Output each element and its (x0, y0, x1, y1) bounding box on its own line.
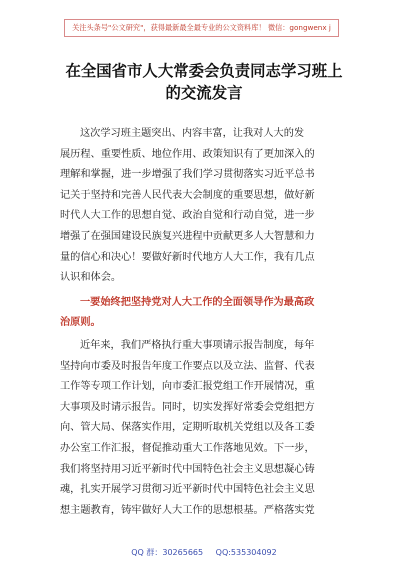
paragraph-intro (60, 124, 360, 289)
text-line: 想主题教育，铸牢做好人大工作的思想根基。严格落实党 (60, 504, 315, 516)
section-heading (60, 293, 360, 334)
text-line: 坚持向市委及时报告年度工作要点以及立法、监督、代表 (60, 360, 315, 372)
text-line: 魂，扎实开展学习贯彻习近平新时代中国特色社会主义思 (60, 484, 315, 496)
document-body (60, 124, 360, 521)
text-line: 大事项及时请示报告。同时，切实发挥好常委会党组把方 (60, 401, 315, 413)
text-line: 向、管大局、保落实作用，定期听取机关党组以及各工委 (60, 422, 315, 434)
text-line: 展历程、重要性质、地位作用、政策知识有了更加深入的 (60, 148, 315, 160)
text-line: 办公室工作汇报，督促推动重大工作落地见效。下一步， (60, 442, 315, 454)
paragraph-body (60, 336, 360, 521)
title-line: 在全国省市人大常委会负责同志学习班上 (65, 62, 343, 80)
text-line: 近年来，我们严格执行重大事项请示报告制度，每年 (80, 339, 315, 351)
footer-contact (0, 546, 408, 560)
text-line: 增强了在强国建设民族复兴进程中贡献更多人大智慧和力 (60, 230, 315, 242)
text-line: 工作等专项工作计划，向市委汇报党组工作开展情况，重 (60, 381, 315, 393)
qq-group-text: QQ 群：30265665 (131, 548, 204, 557)
text-line: 这次学习班主题突出、内容丰富，让我对人大的发 (80, 128, 305, 139)
text-line: 时代人大工作的思想自觉、政治自觉和行动自觉，进一步 (60, 210, 315, 222)
text-line: 我们将坚持用习近平新时代中国特色社会主义思想凝心铸 (60, 463, 315, 475)
document-title (40, 60, 368, 104)
heading-line: 一要始终把坚持党对人大工作的全面领导作为最高政 (80, 296, 315, 308)
text-line: 认识和体会。 (60, 272, 122, 284)
heading-line: 治原则。 (60, 317, 101, 329)
header-banner (64, 19, 339, 37)
title-line: 的交流发言 (165, 84, 243, 102)
qq-number-text: QQ:535304092 (215, 548, 277, 557)
text-line: 理解和掌握，进一步增强了我们学习贯彻落实习近平总书 (60, 169, 315, 181)
text-line: 记关于坚持和完善人民代表大会制度的重要思想，做好新 (60, 189, 315, 201)
text-line: 量的信心和决心！要做好新时代地方人大工作，我有几点 (60, 251, 315, 263)
banner-text: 关注头条号"公文研究"，获得最新最全最专业的公文资料库！ 微信：gongwenx j (72, 23, 331, 32)
